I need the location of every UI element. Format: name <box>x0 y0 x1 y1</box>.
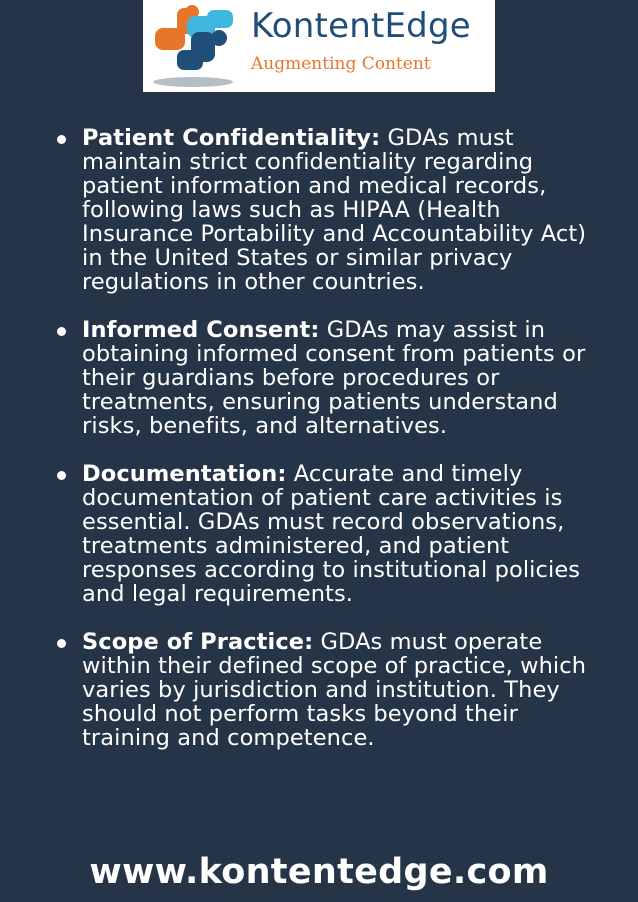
bullet-icon <box>57 327 66 336</box>
item-text: GDAs must maintain strict confidentiality regarding patient information and medical records, following laws such as HIPAA (Health Insurance Portability and Accountability Act) in the United States or similar privacy regulations in other countries. <box>82 125 587 295</box>
bullet-icon <box>57 639 66 648</box>
bullet-icon <box>57 135 66 144</box>
brand-name: KontentEdge <box>251 6 471 46</box>
list-item <box>48 630 608 750</box>
bullet-list <box>48 126 608 774</box>
item-title: Documentation: <box>82 461 287 487</box>
list-item <box>48 318 608 438</box>
logo <box>143 0 495 92</box>
website-url: www.kontentedge.com <box>89 852 549 892</box>
item-text: GDAs may assist in obtaining informed consent from patients or their guardians before procedures or treatments, ensuring patients understand risks, benefits, and alternatives. <box>82 317 586 439</box>
item-title: Patient Confidentiality: <box>82 125 381 151</box>
item-title: Informed Consent: <box>82 317 320 343</box>
item-text: Accurate and timely documentation of patient care activities is essential. GDAs must record observations, treatments administered, and patient responses according to institutional policies and legal requirements. <box>82 461 581 607</box>
item-title: Scope of Practice: <box>82 629 314 655</box>
list-item <box>48 462 608 606</box>
brand-tagline: Augmenting Content <box>251 54 431 74</box>
list-item <box>48 126 608 294</box>
item-text: GDAs must operate within their defined scope of practice, which varies by jurisdiction and institution. They should not perform tasks beyond their training and competence. <box>82 629 587 751</box>
bullet-icon <box>57 471 66 480</box>
puzzle-logo-icon <box>147 2 247 90</box>
